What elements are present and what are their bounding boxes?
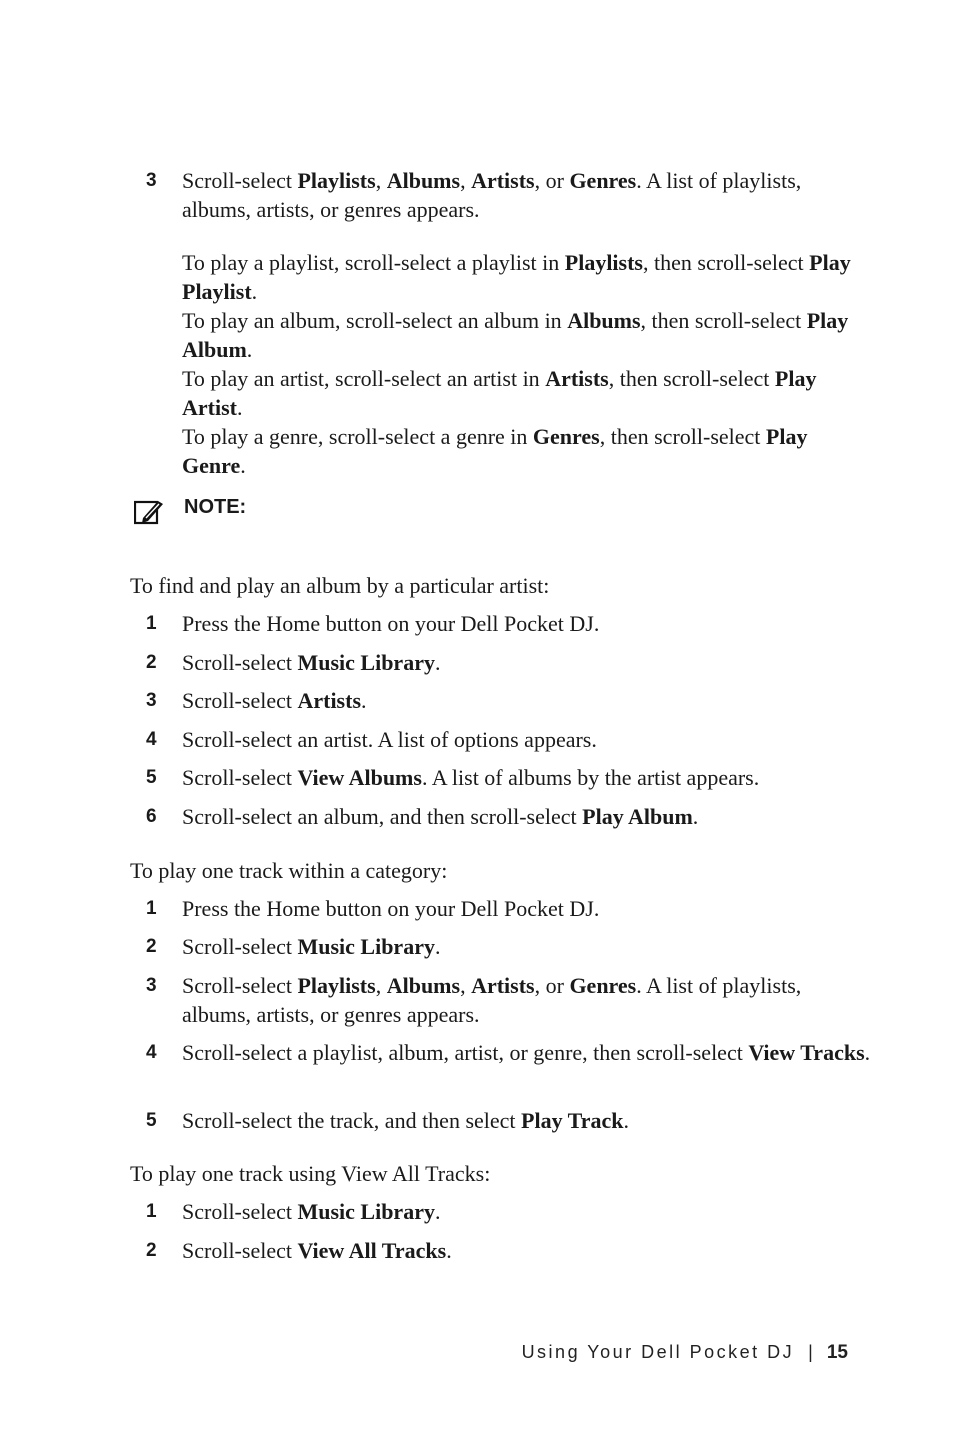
step-number: 5 xyxy=(146,1110,157,1131)
pencil-note-icon xyxy=(134,499,164,525)
step-text: Scroll-select Playlists, Albums, Artists, or Genres. A list of playlists, albums, artists, or genres appears. xyxy=(182,168,802,222)
step-text: Scroll-select View All Tracks. xyxy=(182,1238,452,1263)
step-text: Scroll-select Music Library. xyxy=(182,650,441,675)
step-text: Scroll-select the track, and then select Play Track. xyxy=(182,1108,629,1133)
step-number: 2 xyxy=(146,652,157,673)
step-number: 1 xyxy=(146,1201,157,1222)
step-number: 4 xyxy=(146,729,157,750)
step-text: Scroll-select Playlists, Albums, Artists, or Genres. A list of playlists, albums, artists, or genres appears. xyxy=(182,973,802,1027)
step-number: 2 xyxy=(146,936,157,957)
page-footer xyxy=(522,1338,848,1367)
step-text: Scroll-select an album, and then scroll-select Play Album. xyxy=(182,804,699,829)
note-label: NOTE: xyxy=(184,496,247,518)
step-number: 2 xyxy=(146,1240,157,1261)
step-number: 6 xyxy=(146,806,157,827)
step-number: 1 xyxy=(146,898,157,919)
step-text: Press the Home button on your Dell Pocket DJ. xyxy=(182,611,600,636)
step-number: 3 xyxy=(146,690,157,711)
play-genre-instruction: To play a genre, scroll-select a genre in Genres, then scroll-select Play Genre. xyxy=(182,424,808,478)
footer-title: Using Your Dell Pocket DJ xyxy=(521,1342,795,1362)
step-text: Scroll-select Music Library. xyxy=(182,934,441,959)
step-text: Scroll-select Music Library. xyxy=(182,1199,441,1224)
step-text: Scroll-select a playlist, album, artist, or genre, then scroll-select View Tracks. xyxy=(182,1040,871,1065)
step-text: Press the Home button on your Dell Pocket DJ. xyxy=(182,896,600,921)
step-number: 3 xyxy=(146,975,157,996)
play-album-instruction: To play an album, scroll-select an album in Albums, then scroll-select Play Album. xyxy=(182,308,849,362)
step-number: 1 xyxy=(146,613,157,634)
step-number: 5 xyxy=(146,767,157,788)
step-text: Scroll-select an artist. A list of options appears. xyxy=(182,727,597,752)
intro-find-album-by-artist: To find and play an album by a particular artist: xyxy=(130,573,550,598)
page-number: 15 xyxy=(826,1342,848,1363)
intro-play-track-view-all: To play one track using View All Tracks: xyxy=(130,1161,491,1186)
footer-separator: | xyxy=(808,1342,813,1362)
step-text: Scroll-select Artists. xyxy=(182,688,367,713)
play-artist-instruction: To play an artist, scroll-select an artist in Artists, then scroll-select Play Artist. xyxy=(182,366,817,420)
step-number: 4 xyxy=(146,1042,157,1063)
play-playlist-instruction: To play a playlist, scroll-select a playlist in Playlists, then scroll-select Play Playlist. xyxy=(182,250,851,304)
step-text: Scroll-select View Albums. A list of albums by the artist appears. xyxy=(182,765,760,790)
intro-play-track-in-category: To play one track within a category: xyxy=(130,858,448,883)
step-number: 3 xyxy=(146,170,157,191)
